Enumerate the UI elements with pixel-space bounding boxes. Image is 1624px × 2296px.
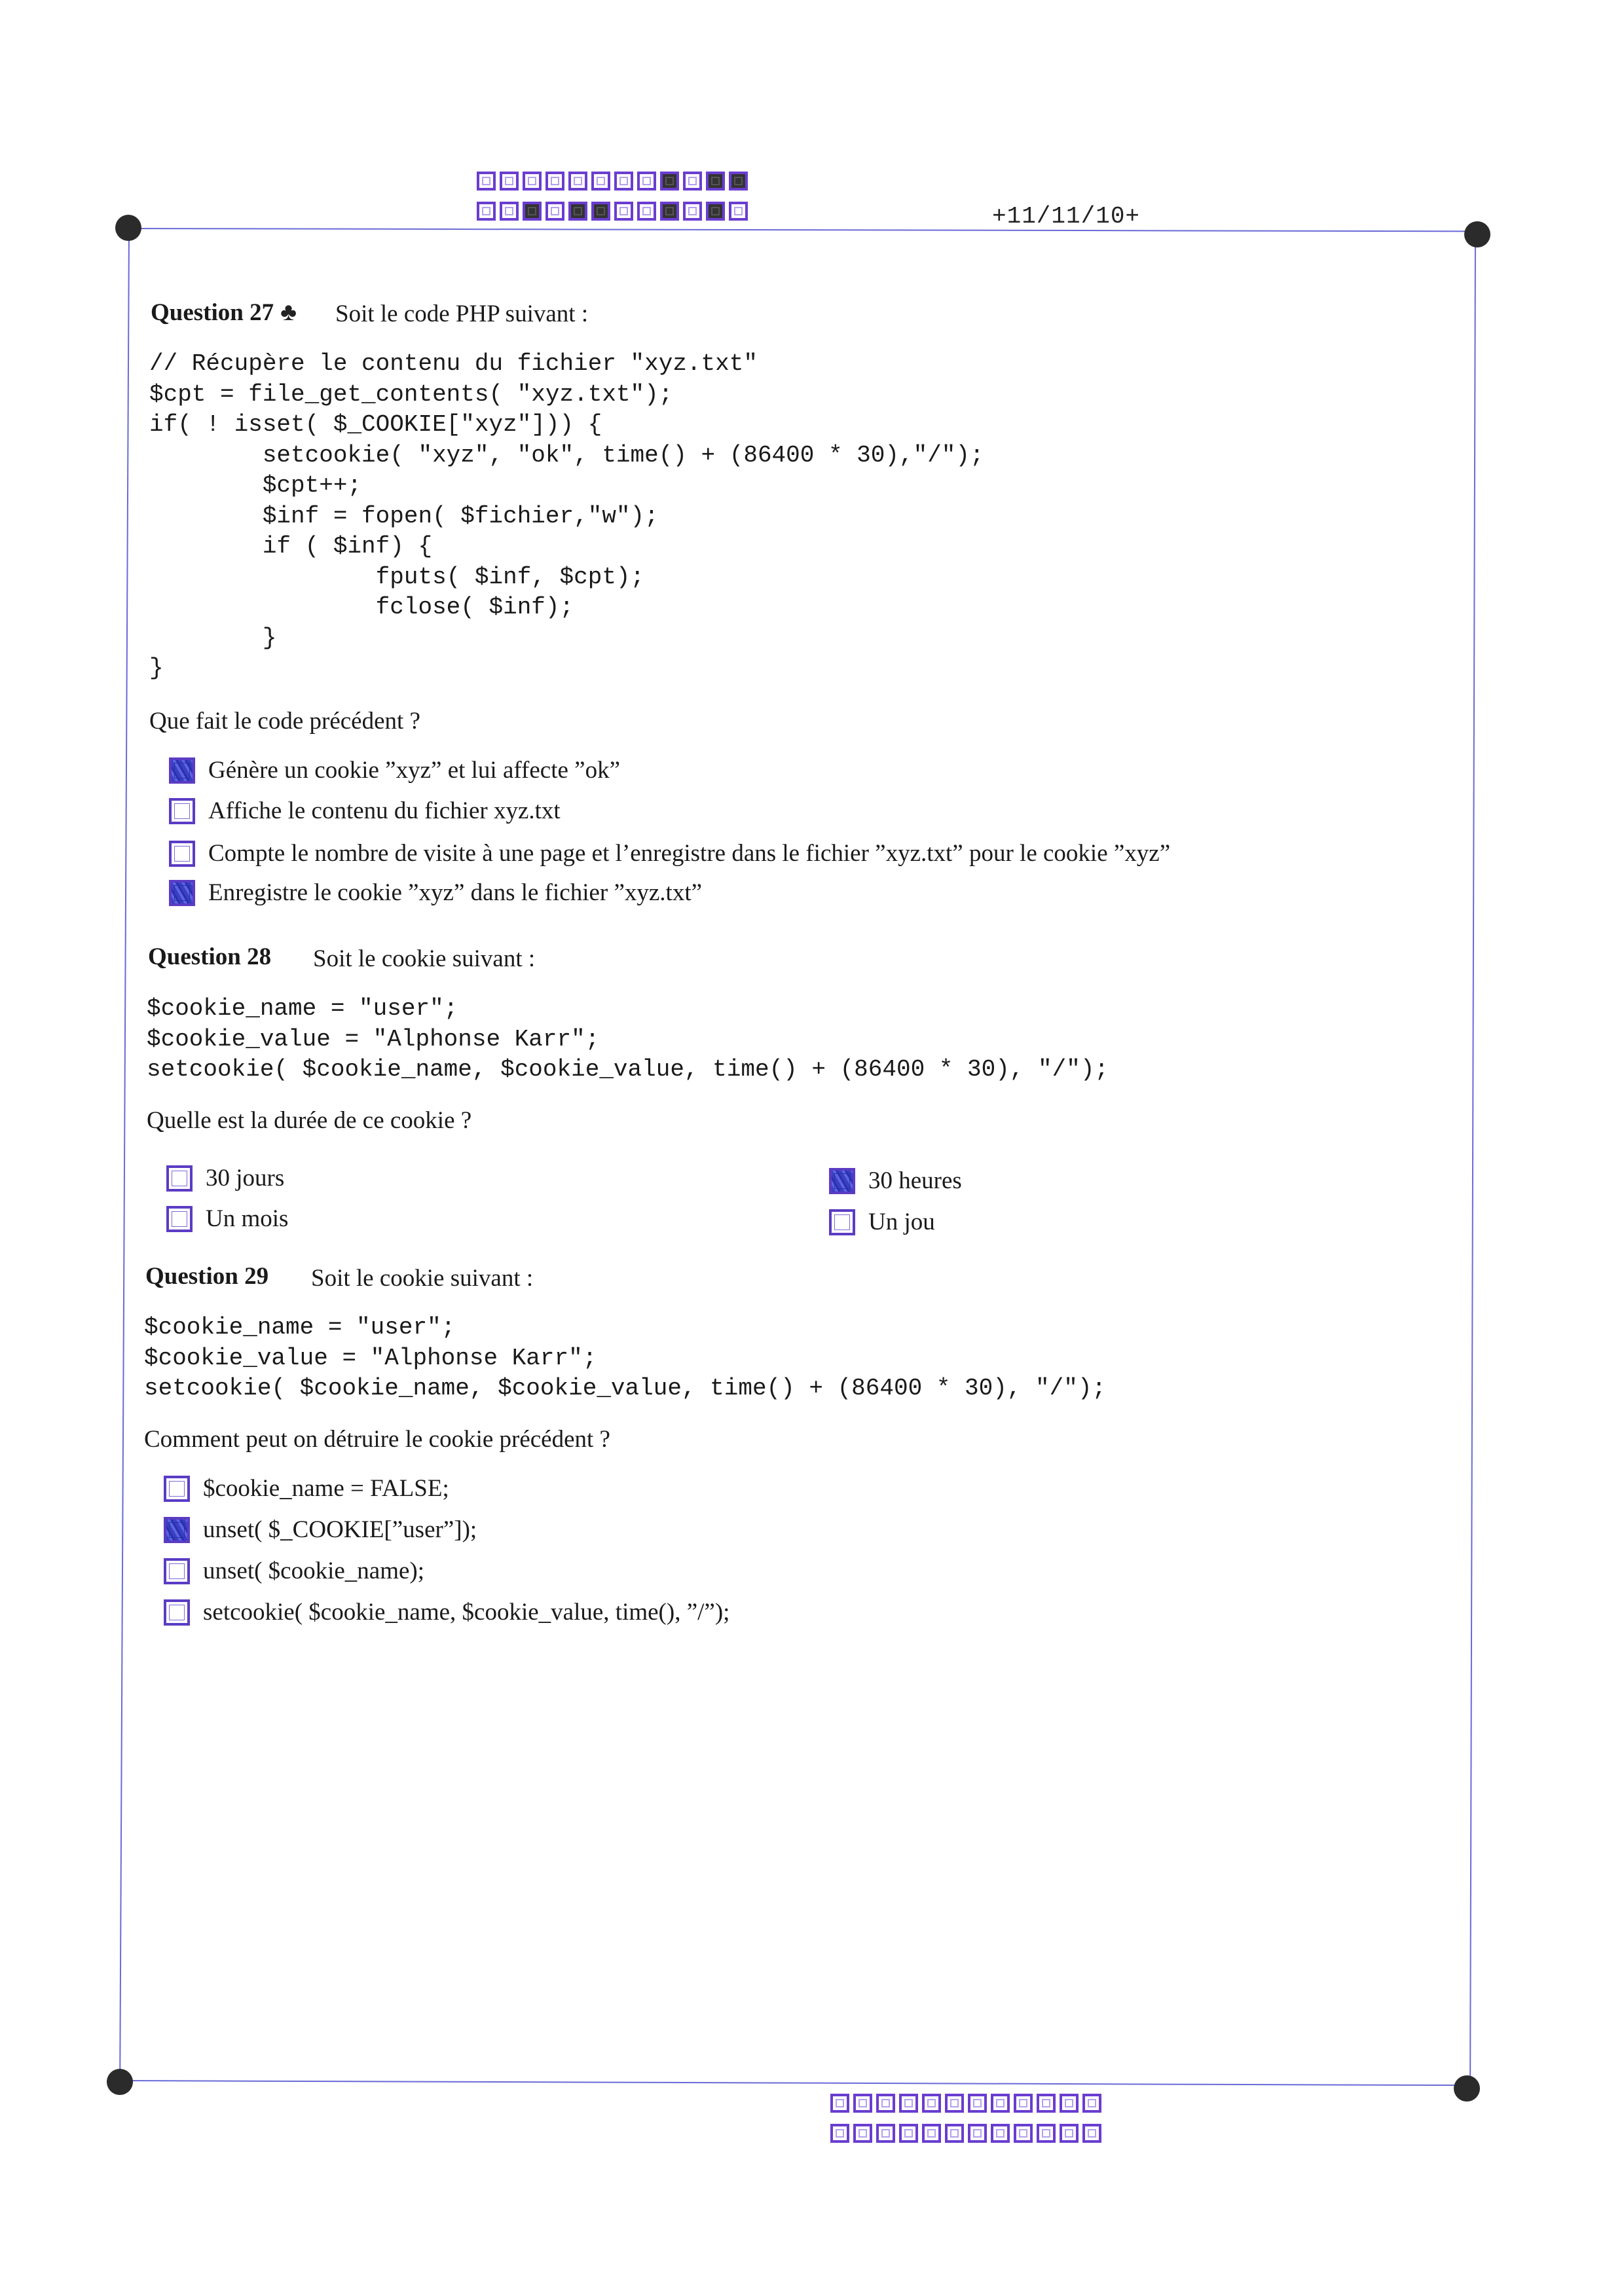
barcode-cell [614,172,633,191]
barcode-cell [683,172,702,191]
barcode-cell [591,172,610,191]
barcode-top-row-2 [477,202,748,221]
registration-mark-bottom-left [107,2069,133,2095]
q27-option-2[interactable] [169,797,561,825]
q29-option-2-checkbox[interactable] [164,1517,190,1543]
barcode-cell [991,2094,1010,2113]
q27-title [151,298,297,327]
q28-option-4-checkbox[interactable] [829,1209,855,1235]
q29-option-4-label: setcookie( $cookie_name, $cookie_value, time(), ”/”); [203,1599,730,1626]
registration-mark-top-right [1464,221,1490,247]
q29-option-3-label: unset( $cookie_name); [203,1558,425,1584]
barcode-cell [500,172,519,191]
frame-top-line [128,228,1479,232]
q27-option-3-checkbox[interactable] [169,841,195,867]
q28-option-2-checkbox[interactable] [166,1206,193,1232]
barcode-cell [729,172,748,191]
barcode-cell [922,2124,941,2143]
q28-title: Question 28 [148,943,272,970]
q27-option-1[interactable] [169,756,620,784]
barcode-cell [523,202,542,221]
q27-option-4-label: Enregistre le cookie ”xyz” dans le fichier ”xyz.txt” [208,879,703,906]
barcode-cell [637,202,656,221]
q28-option-1[interactable] [166,1164,284,1192]
barcode-cell [853,2094,872,2113]
q27-option-4-checkbox[interactable] [169,880,195,906]
barcode-cell [614,202,633,221]
barcode-cell [729,202,748,221]
barcode-cell [876,2124,895,2143]
q27-option-1-label: Génère un cookie ”xyz” et lui affecte ”ok” [208,757,620,784]
barcode-cell [1014,2094,1033,2113]
barcode-cell [660,202,679,221]
barcode-cell [477,202,496,221]
barcode-cell [1082,2124,1101,2143]
barcode-cell [706,202,725,221]
barcode-cell [523,172,542,191]
barcode-cell [853,2124,872,2143]
barcode-cell [899,2094,918,2113]
barcode-cell [991,2124,1010,2143]
q28-option-4[interactable] [829,1208,935,1236]
barcode-bottom-row-1 [830,2094,1101,2113]
q27-option-3-label: Compte le nombre de visite à une page et l’enregistre dans le fichier ”xyz.txt” pour le cookie ”xyz” [208,840,1171,867]
q28-option-2[interactable] [166,1205,288,1233]
frame-bottom-line [119,2080,1466,2086]
q29-code-block: $cookie_name = "user"; $cookie_value = "Alphonse Karr"; setcookie( $cookie_name, $cookie_value, time() + (86400 * 30), "/"); [144,1314,1107,1402]
q29-option-4[interactable] [164,1598,729,1626]
barcode-bottom-row-2 [830,2124,1101,2143]
q28-option-3-label: 30 heures [868,1167,962,1194]
q28-question: Quelle est la durée de ce cookie ? [147,1107,472,1134]
q27-question: Que fait le code précédent ? [149,708,420,735]
q28-code-block: $cookie_name = "user"; $cookie_value = "Alphonse Karr"; setcookie( $cookie_name, $cookie_value, time() + (86400 * 30), "/"); [147,995,1109,1083]
registration-mark-top-left [115,215,141,241]
barcode-cell [922,2094,941,2113]
q29-option-1-checkbox[interactable] [164,1476,190,1502]
registration-mark-bottom-right [1454,2075,1480,2102]
q28-option-1-label: 30 jours [206,1165,285,1192]
q29-question: Comment peut on détruire le cookie précédent ? [144,1426,610,1453]
club-icon: ♣ [280,299,297,326]
q27-option-4[interactable] [169,879,702,907]
q29-option-4-checkbox[interactable] [164,1599,190,1626]
barcode-cell [1082,2094,1101,2113]
q29-option-1[interactable] [164,1474,449,1503]
barcode-cell [945,2094,964,2113]
q29-title: Question 29 [145,1263,269,1290]
q28-intro: Soit le cookie suivant : [313,945,536,972]
barcode-cell [706,172,725,191]
barcode-cell [637,172,656,191]
q27-title-text: Question 27 [151,299,274,326]
q28-option-3[interactable] [829,1167,962,1195]
q27-intro: Soit le code PHP suivant : [335,301,589,327]
barcode-cell [568,202,587,221]
frame-right-line [1469,234,1476,2087]
q27-option-2-label: Affiche le contenu du fichier xyz.txt [208,797,561,824]
barcode-cell [1014,2124,1033,2143]
barcode-cell [968,2124,987,2143]
barcode-cell [477,172,496,191]
barcode-cell [545,172,564,191]
barcode-cell [830,2124,849,2143]
barcode-cell [660,172,679,191]
barcode-cell [1060,2094,1079,2113]
barcode-cell [545,202,564,221]
page-stamp: +11/11/10+ [992,203,1141,230]
q28-option-2-label: Un mois [206,1205,289,1232]
q28-option-3-checkbox[interactable] [829,1168,855,1194]
q28-option-1-checkbox[interactable] [166,1165,193,1192]
barcode-top-row-1 [477,172,748,191]
q27-code-block: // Récupère le contenu du fichier "xyz.txt" $cpt = file_get_contents( "xyz.txt"); if( ! isset( $_COOKIE["xyz"])) { setcookie( "xyz", "ok", time() + (86400 * 30),"/"); $cpt++; $inf = fopen( $fichier,"w"); if ( $inf) { fputs( $inf, $cpt); fclose( $inf); } } [149,350,984,682]
q29-intro: Soit le cookie suivant : [311,1265,534,1292]
q29-option-3[interactable] [164,1557,424,1585]
q27-option-2-checkbox[interactable] [169,798,195,824]
q29-option-2[interactable] [164,1516,477,1544]
q29-option-2-label: unset( $_COOKIE[”user”]); [203,1516,477,1543]
barcode-cell [945,2124,964,2143]
q29-option-1-label: $cookie_name = FALSE; [203,1475,449,1502]
barcode-cell [500,202,519,221]
q27-option-3[interactable] [169,839,1170,867]
barcode-cell [1037,2094,1056,2113]
q27-option-1-checkbox[interactable] [169,757,195,784]
barcode-cell [568,172,587,191]
barcode-cell [968,2094,987,2113]
barcode-cell [899,2124,918,2143]
q29-option-3-checkbox[interactable] [164,1558,190,1584]
barcode-cell [830,2094,849,2113]
barcode-cell [683,202,702,221]
q28-option-4-label: Un jou [868,1209,935,1235]
barcode-cell [876,2094,895,2113]
barcode-cell [1037,2124,1056,2143]
barcode-cell [1060,2124,1079,2143]
frame-left-line [119,229,130,2080]
barcode-cell [591,202,610,221]
